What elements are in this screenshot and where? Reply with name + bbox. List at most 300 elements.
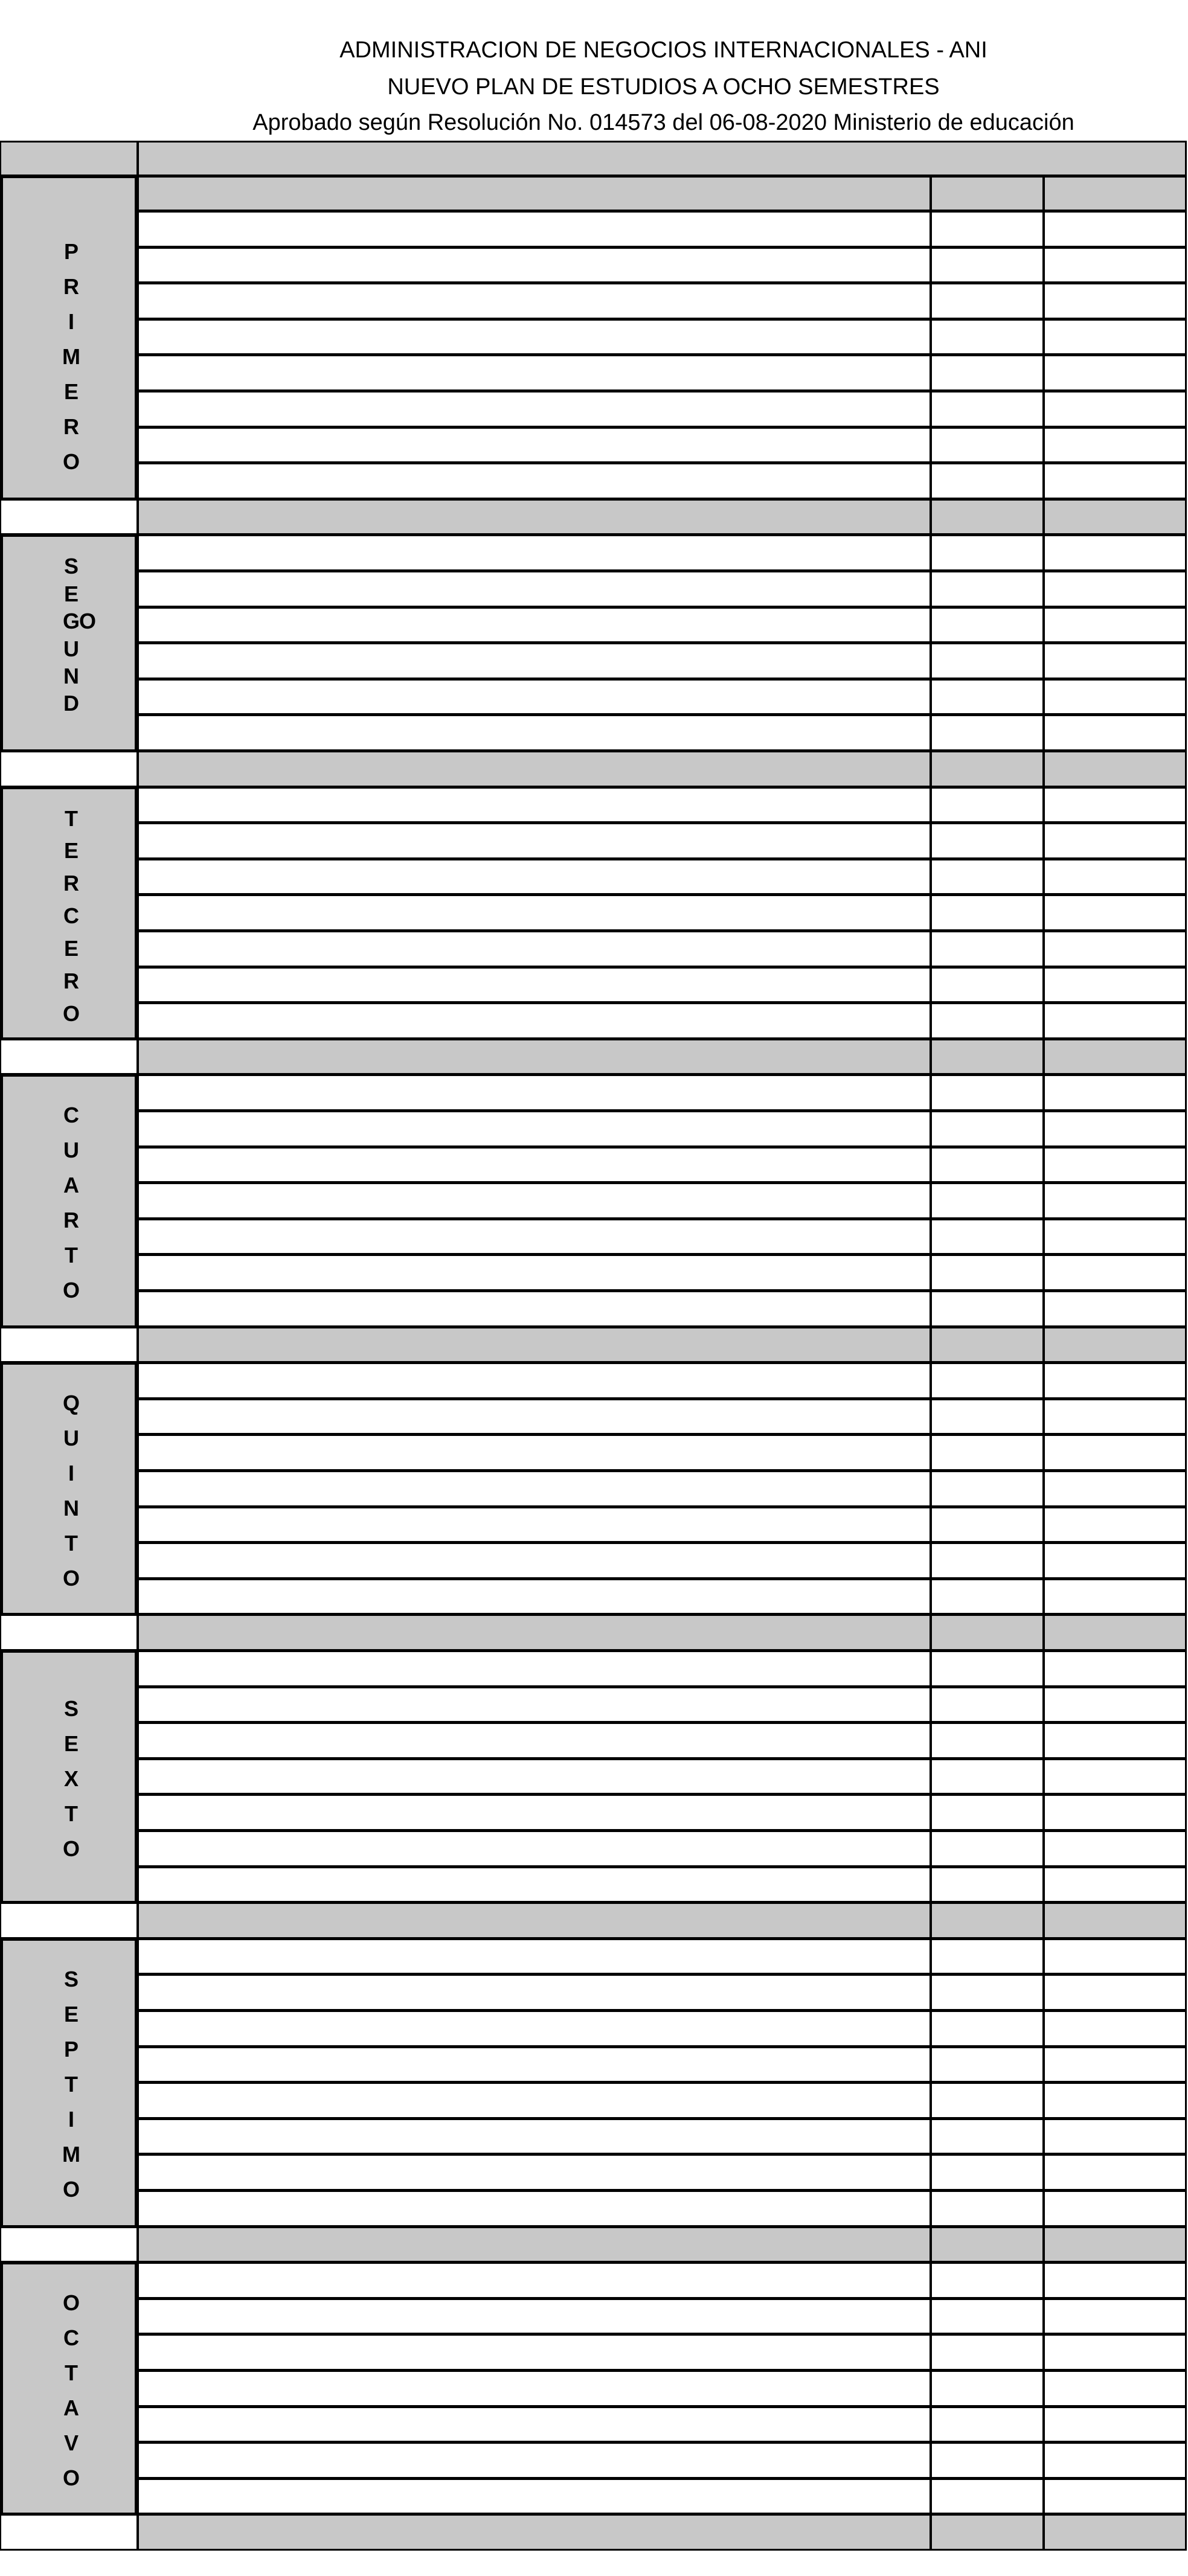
course-hours xyxy=(1043,1507,1187,1543)
course-credits xyxy=(930,1147,1044,1184)
course-hours xyxy=(1043,2118,1187,2155)
table-row xyxy=(0,283,1188,319)
semester-label-letter: C xyxy=(63,1102,79,1127)
semester-total-row xyxy=(0,2514,1188,2551)
semester-label-letter: T xyxy=(65,806,78,831)
course-credits xyxy=(930,1938,1044,1975)
semester-label-letter: S xyxy=(63,1696,79,1721)
course-hours xyxy=(1043,1578,1187,1615)
semester-total-row xyxy=(0,2227,1188,2263)
course-hours xyxy=(1043,534,1187,571)
semester-label-letters xyxy=(3,178,135,498)
semester-label-letter: R xyxy=(63,274,79,300)
table-row xyxy=(0,463,1188,499)
course-hours xyxy=(1043,859,1187,896)
course-name xyxy=(137,1578,931,1615)
course-hours xyxy=(1043,931,1187,967)
course-credits xyxy=(930,1794,1044,1831)
course-credits xyxy=(930,1542,1044,1579)
course-hours xyxy=(1043,1758,1187,1795)
course-credits xyxy=(930,247,1044,284)
table-row xyxy=(0,1543,1188,1579)
semester-label-letter: E xyxy=(63,936,79,961)
course-name xyxy=(137,211,931,248)
semester-label-letter: R xyxy=(63,871,79,896)
semester-label-letter: T xyxy=(65,1801,78,1826)
semester-label-letter: T xyxy=(65,1530,78,1556)
table-row xyxy=(0,2371,1188,2407)
table-row xyxy=(0,1075,1188,1111)
table-row xyxy=(0,1219,1188,1255)
total-spacer xyxy=(0,1614,138,1651)
table-row xyxy=(0,967,1188,1004)
course-hours xyxy=(1043,2190,1187,2227)
course-hours xyxy=(1043,2334,1187,2371)
semester-label-letter: E xyxy=(63,581,79,606)
total-credits xyxy=(930,1039,1044,1075)
course-credits xyxy=(930,211,1044,248)
table-row xyxy=(0,2407,1188,2443)
table-row xyxy=(0,211,1188,248)
semester-label-letters xyxy=(3,1653,135,1901)
course-name xyxy=(137,1002,931,1039)
course-name xyxy=(137,894,931,931)
table-row xyxy=(0,2011,1188,2047)
document-title xyxy=(0,0,1188,140)
course-credits xyxy=(930,2478,1044,2515)
course-hours xyxy=(1043,1074,1187,1111)
course-hours xyxy=(1043,2154,1187,2191)
semester-label-letter: N xyxy=(63,663,79,688)
course-credits xyxy=(930,391,1044,428)
table-row xyxy=(0,1579,1188,1615)
course-name xyxy=(137,679,931,716)
course-credits xyxy=(930,1290,1044,1327)
semester-total-row xyxy=(0,1039,1188,1075)
semester-label-letters xyxy=(3,789,135,1037)
course-name xyxy=(137,1974,931,2011)
course-credits xyxy=(930,714,1044,751)
course-name xyxy=(137,2334,931,2371)
semester-total-row xyxy=(0,1327,1188,1363)
table-row xyxy=(0,2083,1188,2119)
table-row xyxy=(0,248,1188,284)
course-credits xyxy=(930,1002,1044,1039)
course-credits xyxy=(930,1650,1044,1687)
course-hours xyxy=(1043,787,1187,824)
column-header-row xyxy=(0,176,1188,211)
credits-column-header xyxy=(930,176,1044,211)
course-hours xyxy=(1043,1290,1187,1327)
course-hours xyxy=(1043,2478,1187,2515)
table-row xyxy=(0,1831,1188,1867)
semester-label-letter: E xyxy=(63,1731,79,1756)
course-credits xyxy=(930,1507,1044,1543)
semester-label-letter: V xyxy=(63,2430,79,2455)
course-name xyxy=(137,2262,931,2299)
course-name xyxy=(137,1362,931,1399)
course-name xyxy=(137,1290,931,1327)
course-name xyxy=(137,1542,931,1579)
course-name xyxy=(137,2298,931,2335)
table-row xyxy=(0,1867,1188,1903)
course-name xyxy=(137,2046,931,2083)
table-row xyxy=(0,2191,1188,2227)
semester-label-letter: R xyxy=(63,414,79,440)
course-credits xyxy=(930,2082,1044,2119)
course-credits xyxy=(930,2370,1044,2407)
total-course-count xyxy=(137,1902,931,1939)
course-hours xyxy=(1043,1147,1187,1184)
course-name xyxy=(137,2190,931,2227)
course-name xyxy=(137,1687,931,1723)
course-hours xyxy=(1043,1542,1187,1579)
course-name xyxy=(137,822,931,859)
course-name xyxy=(137,1866,931,1903)
course-credits xyxy=(930,354,1044,391)
course-hours xyxy=(1043,1110,1187,1147)
course-name xyxy=(137,931,931,967)
semester-label-letter: A xyxy=(63,2395,79,2420)
course-credits xyxy=(930,2010,1044,2047)
course-credits xyxy=(930,2190,1044,2227)
semester-label-letter: I xyxy=(68,1460,74,1485)
table-row xyxy=(0,2047,1188,2083)
course-name xyxy=(137,967,931,1004)
table-row xyxy=(0,355,1188,391)
course-name xyxy=(137,1254,931,1291)
semester-label-letter: O xyxy=(62,2290,80,2315)
semester-label xyxy=(0,1938,138,2228)
course-credits xyxy=(930,2262,1044,2299)
table-row xyxy=(0,607,1188,644)
table-row xyxy=(0,1399,1188,1435)
course-hours xyxy=(1043,1938,1187,1975)
total-spacer xyxy=(0,1327,138,1363)
semester-label-letter: O xyxy=(62,1277,80,1302)
course-name xyxy=(137,319,931,356)
total-hours xyxy=(1043,499,1187,536)
table-row xyxy=(0,2155,1188,2191)
semester-label xyxy=(0,786,138,1040)
semester-label-letter: D xyxy=(63,691,79,716)
table-row xyxy=(0,1759,1188,1795)
course-credits xyxy=(930,967,1044,1004)
table-row xyxy=(0,1795,1188,1831)
semester-label-letters xyxy=(3,1941,135,2225)
semester-label-letters xyxy=(3,1365,135,1613)
semester-label-letter: O xyxy=(62,1565,80,1591)
title-line-3: Aprobado según Resolución No. 014573 del 06-08-2020 Ministerio de educación xyxy=(252,110,1074,135)
table-row xyxy=(0,1111,1188,1147)
total-course-count xyxy=(137,2226,931,2263)
course-hours xyxy=(1043,1002,1187,1039)
total-course-count xyxy=(137,751,931,787)
name-column-header xyxy=(137,176,931,211)
course-name xyxy=(137,1722,931,1759)
course-name xyxy=(137,1470,931,1507)
semester-label-letter: N xyxy=(63,1495,79,1520)
semester-label-letter: E xyxy=(63,838,79,863)
semester-label-letter: T xyxy=(65,2360,78,2385)
course-name xyxy=(137,534,931,571)
course-credits xyxy=(930,1074,1044,1111)
table-header-row xyxy=(0,141,1188,176)
semester-label-letters xyxy=(3,1077,135,1325)
total-hours xyxy=(1043,751,1187,787)
semester-label-letter: E xyxy=(63,379,79,405)
course-name xyxy=(137,1507,931,1543)
course-hours xyxy=(1043,1362,1187,1399)
course-hours xyxy=(1043,1254,1187,1291)
course-hours xyxy=(1043,1399,1187,1435)
table-row xyxy=(0,823,1188,859)
course-credits xyxy=(930,2154,1044,2191)
course-name xyxy=(137,391,931,428)
course-hours xyxy=(1043,1830,1187,1867)
course-name xyxy=(137,1794,931,1831)
course-hours xyxy=(1043,1866,1187,1903)
course-name xyxy=(137,1110,931,1147)
table-row xyxy=(0,2334,1188,2371)
course-credits xyxy=(930,1399,1044,1435)
course-name xyxy=(137,1074,931,1111)
course-name xyxy=(137,642,931,679)
table-row xyxy=(0,1507,1188,1543)
total-credits xyxy=(930,1327,1044,1363)
semester-label-letters xyxy=(3,537,135,749)
semester-label-letter: T xyxy=(65,2072,78,2097)
course-hours xyxy=(1043,1794,1187,1831)
course-name xyxy=(137,247,931,284)
course-credits xyxy=(930,679,1044,716)
course-hours xyxy=(1043,319,1187,356)
semester-label-letter: I xyxy=(68,2107,74,2132)
course-credits xyxy=(930,534,1044,571)
course-hours xyxy=(1043,2262,1187,2299)
course-credits xyxy=(930,931,1044,967)
course-name xyxy=(137,787,931,824)
course-name xyxy=(137,607,931,644)
course-hours xyxy=(1043,642,1187,679)
semester-label-letter: U xyxy=(63,636,79,661)
table-row xyxy=(0,1687,1188,1723)
total-hours xyxy=(1043,1039,1187,1075)
course-name xyxy=(137,1147,931,1184)
course-hours xyxy=(1043,2406,1187,2443)
semester-label xyxy=(0,1074,138,1328)
course-hours xyxy=(1043,283,1187,319)
course-credits xyxy=(930,1434,1044,1471)
course-credits xyxy=(930,2046,1044,2083)
course-hours xyxy=(1043,2442,1187,2479)
course-hours xyxy=(1043,894,1187,931)
course-name xyxy=(137,1830,931,1867)
course-credits xyxy=(930,463,1044,499)
total-spacer xyxy=(0,2226,138,2263)
table-row xyxy=(0,2479,1188,2515)
course-credits xyxy=(930,642,1044,679)
course-hours xyxy=(1043,1182,1187,1219)
semester-label-letter: T xyxy=(65,1242,78,1267)
total-credits xyxy=(930,751,1044,787)
course-hours xyxy=(1043,679,1187,716)
course-credits xyxy=(930,1578,1044,1615)
course-credits xyxy=(930,1254,1044,1291)
table-row xyxy=(0,1435,1188,1471)
table-row xyxy=(0,2119,1188,2155)
semester-label-letter: E xyxy=(63,2002,79,2027)
course-hours xyxy=(1043,967,1187,1004)
total-course-count xyxy=(137,499,931,536)
table-row xyxy=(0,1363,1188,1399)
course-name xyxy=(137,1399,931,1435)
course-credits xyxy=(930,319,1044,356)
semester-label-letter: M xyxy=(62,344,80,370)
course-hours xyxy=(1043,2370,1187,2407)
table-row xyxy=(0,1471,1188,1507)
course-credits xyxy=(930,1866,1044,1903)
total-course-count xyxy=(137,2514,931,2551)
course-credits xyxy=(930,1219,1044,1255)
total-course-count xyxy=(137,1039,931,1075)
table-row xyxy=(0,2443,1188,2479)
total-spacer xyxy=(0,2514,138,2551)
semester-label-letter: O xyxy=(62,1001,80,1026)
total-course-count xyxy=(137,1614,931,1651)
course-hours xyxy=(1043,571,1187,607)
total-spacer xyxy=(0,1902,138,1939)
semester-label xyxy=(0,175,138,501)
table-row xyxy=(0,1975,1188,2011)
course-credits xyxy=(930,2406,1044,2443)
semester-label xyxy=(0,534,138,752)
semester-label-letter: O xyxy=(62,449,80,475)
table-row xyxy=(0,1723,1188,1759)
semester-label-letter: U xyxy=(63,1137,79,1162)
total-hours xyxy=(1043,1614,1187,1651)
total-hours xyxy=(1043,1902,1187,1939)
total-credits xyxy=(930,1614,1044,1651)
table-row xyxy=(0,1147,1188,1184)
course-hours xyxy=(1043,1687,1187,1723)
semester-label-letter: O xyxy=(62,2465,80,2490)
table-row xyxy=(0,859,1188,896)
course-name xyxy=(137,1758,931,1795)
course-hours xyxy=(1043,607,1187,644)
semester-label-letters xyxy=(3,2264,135,2513)
course-name xyxy=(137,283,931,319)
course-credits xyxy=(930,1110,1044,1147)
semester-label-letter: C xyxy=(63,903,79,929)
course-name xyxy=(137,2154,931,2191)
semester-label xyxy=(0,1650,138,1904)
total-hours xyxy=(1043,1327,1187,1363)
table-row xyxy=(0,535,1188,571)
semester-label-letter: G xyxy=(62,609,80,634)
total-course-count xyxy=(137,1327,931,1363)
total-hours xyxy=(1043,2226,1187,2263)
semester-label-letter: S xyxy=(63,1967,79,1992)
semester-total-row xyxy=(0,751,1188,787)
course-hours xyxy=(1043,1974,1187,2011)
course-hours xyxy=(1043,354,1187,391)
total-credits xyxy=(930,2514,1044,2551)
table-row xyxy=(0,895,1188,931)
semester-label-letter: R xyxy=(63,1207,79,1232)
course-hours xyxy=(1043,247,1187,284)
course-hours xyxy=(1043,211,1187,248)
table-row xyxy=(0,1291,1188,1327)
semester-label-letter: M xyxy=(62,2142,80,2167)
semester-label-letter: C xyxy=(63,2325,79,2350)
semester-total-row xyxy=(0,1615,1188,1651)
course-credits xyxy=(930,427,1044,464)
course-credits xyxy=(930,2334,1044,2371)
table-row xyxy=(0,787,1188,824)
course-credits xyxy=(930,822,1044,859)
title-line-1: ADMINISTRACION DE NEGOCIOS INTERNACIONALES - ANI xyxy=(339,37,987,63)
semester-label-letter: I xyxy=(68,309,74,335)
total-spacer xyxy=(0,1039,138,1075)
course-name xyxy=(137,1434,931,1471)
course-credits xyxy=(930,2118,1044,2155)
total-credits xyxy=(930,1902,1044,1939)
table-row xyxy=(0,1003,1188,1039)
semester-label-letter: O xyxy=(79,609,96,634)
course-credits xyxy=(930,1722,1044,1759)
total-credits xyxy=(930,499,1044,536)
course-credits xyxy=(930,1687,1044,1723)
hours-column-header xyxy=(1043,176,1187,211)
semester-label-letter: P xyxy=(63,239,79,264)
course-hours xyxy=(1043,1219,1187,1255)
table-row xyxy=(0,428,1188,464)
course-credits xyxy=(930,2298,1044,2335)
course-hours xyxy=(1043,1722,1187,1759)
semester-label-letter: X xyxy=(63,1766,79,1791)
course-hours xyxy=(1043,2298,1187,2335)
course-hours xyxy=(1043,2046,1187,2083)
course-credits xyxy=(930,787,1044,824)
group-header xyxy=(137,141,1187,176)
table-row xyxy=(0,571,1188,607)
table-row xyxy=(0,391,1188,428)
semester-label-letter: R xyxy=(63,969,79,994)
course-name xyxy=(137,714,931,751)
semester-label-letter: Q xyxy=(62,1390,80,1415)
total-spacer xyxy=(0,751,138,787)
course-name xyxy=(137,2478,931,2515)
table-row xyxy=(0,643,1188,679)
course-credits xyxy=(930,1362,1044,1399)
course-credits xyxy=(930,607,1044,644)
semester-label-letter: P xyxy=(63,2037,79,2062)
table-row xyxy=(0,679,1188,716)
course-name xyxy=(137,1182,931,1219)
course-credits xyxy=(930,1182,1044,1219)
course-hours xyxy=(1043,1434,1187,1471)
course-credits xyxy=(930,571,1044,607)
semester-total-row xyxy=(0,499,1188,536)
semester-label xyxy=(0,2261,138,2516)
total-hours xyxy=(1043,2514,1187,2551)
course-name xyxy=(137,1219,931,1255)
semester-label-letter: S xyxy=(63,554,79,579)
course-name xyxy=(137,2442,931,2479)
course-hours xyxy=(1043,2010,1187,2047)
course-name xyxy=(137,463,931,499)
